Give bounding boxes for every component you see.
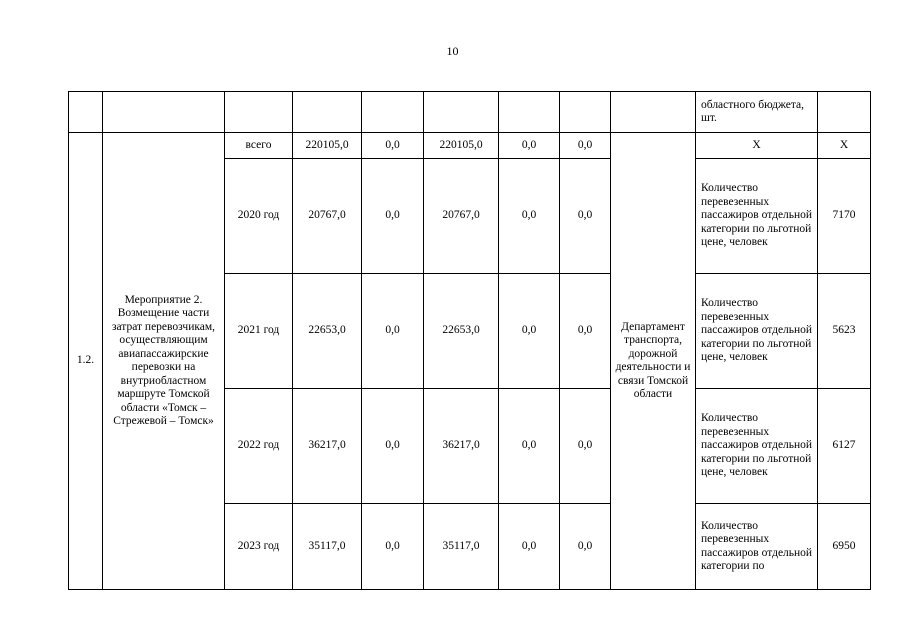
other-sources-cell: 0,0 (560, 389, 611, 504)
federal-budget-cell: 0,0 (362, 133, 424, 159)
indicator-cell: областного бюджета, шт. (696, 92, 818, 133)
local-budget-cell: 0,0 (499, 274, 560, 389)
period-cell: 2022 год (225, 389, 293, 504)
regional-budget-cell: 20767,0 (424, 159, 499, 274)
period-cell: всего (225, 133, 293, 159)
total-cell: 220105,0 (293, 133, 362, 159)
table-row (69, 133, 871, 159)
federal-budget-cell: 0,0 (362, 159, 424, 274)
total-cell: 36217,0 (293, 389, 362, 504)
page-number: 10 (446, 44, 459, 58)
federal-budget-cell: 0,0 (362, 274, 424, 389)
regional-budget-cell: 220105,0 (424, 133, 499, 159)
local-budget-cell: 0,0 (499, 133, 560, 159)
regional-budget-cell: 36217,0 (424, 389, 499, 504)
indicator-cell: Количество перевезенных пассажиров отдельной категории по льготной цене, человек (696, 389, 818, 504)
empty-cell (225, 92, 293, 133)
local-budget-cell: 0,0 (499, 159, 560, 274)
executor-cell: Департамент транспорта, дорожной деятельности и связи Томской области (611, 133, 696, 590)
empty-cell (611, 92, 696, 133)
other-sources-cell: 0,0 (560, 274, 611, 389)
indicator-value-cell: 5623 (818, 274, 871, 389)
other-sources-cell: 0,0 (560, 504, 611, 590)
empty-cell (818, 92, 871, 133)
empty-cell (293, 92, 362, 133)
indicator-cell: Количество перевезенных пассажиров отдельной категории по льготной цене, человек (696, 159, 818, 274)
measure-name: Мероприятие 2. Возмещение части затрат перевозчикам, осуществляющим авиапассажирские перевозки на внутриобластном маршруте Томской области «Томск – Стрежевой – Томск» (103, 133, 225, 590)
empty-cell (560, 92, 611, 133)
empty-cell (424, 92, 499, 133)
indicator-cell: Количество перевезенных пассажиров отдельной категории по льготной цене, человек (696, 274, 818, 389)
empty-cell (499, 92, 560, 133)
empty-cell (103, 92, 225, 133)
program-measures-table (68, 91, 871, 590)
indicator-value-cell: 6950 (818, 504, 871, 590)
total-cell: 20767,0 (293, 159, 362, 274)
federal-budget-cell: 0,0 (362, 389, 424, 504)
regional-budget-cell: 35117,0 (424, 504, 499, 590)
local-budget-cell: 0,0 (499, 389, 560, 504)
measure-number: 1.2. (69, 133, 103, 590)
period-cell: 2020 год (225, 159, 293, 274)
period-cell: 2023 год (225, 504, 293, 590)
other-sources-cell: 0,0 (560, 133, 611, 159)
indicator-cell: Х (696, 133, 818, 159)
indicator-value-cell: 6127 (818, 389, 871, 504)
indicator-cell: Количество перевезенных пассажиров отдельной категории по (696, 504, 818, 590)
other-sources-cell: 0,0 (560, 159, 611, 274)
period-cell: 2021 год (225, 274, 293, 389)
regional-budget-cell: 22653,0 (424, 274, 499, 389)
empty-cell (69, 92, 103, 133)
total-cell: 22653,0 (293, 274, 362, 389)
continuation-row (69, 92, 871, 133)
empty-cell (362, 92, 424, 133)
indicator-value-cell: Х (818, 133, 871, 159)
indicator-value-cell: 7170 (818, 159, 871, 274)
local-budget-cell: 0,0 (499, 504, 560, 590)
federal-budget-cell: 0,0 (362, 504, 424, 590)
total-cell: 35117,0 (293, 504, 362, 590)
